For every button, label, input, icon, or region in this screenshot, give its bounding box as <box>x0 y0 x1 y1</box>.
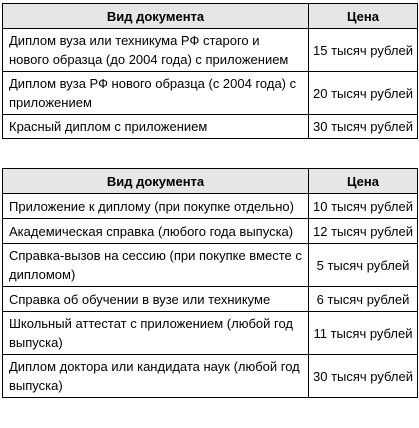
document-cell: Справка об обучении в вузе или техникуме <box>3 287 309 312</box>
document-cell: Диплом доктора или кандидата наук (любой год выпуска) <box>3 355 309 398</box>
document-cell: Академическая справка (любого года выпуска) <box>3 219 309 244</box>
document-cell: Школьный аттестат с приложением (любой год выпуска) <box>3 312 309 355</box>
diploma-price-table <box>2 3 418 139</box>
document-cell: Диплом вуза или техникума РФ старого и нового образца (до 2004 года) с приложением <box>3 29 309 72</box>
column-header-price: Цена <box>309 169 418 194</box>
document-cell: Красный диплом с приложением <box>3 115 309 139</box>
table-header-row <box>3 4 418 29</box>
table-row <box>3 72 418 115</box>
price-cell: 20 тысяч рублей <box>309 72 418 115</box>
table-row <box>3 244 418 287</box>
document-cell: Диплом вуза РФ нового образца (с 2004 года) с приложением <box>3 72 309 115</box>
price-cell: 12 тысяч рублей <box>309 219 418 244</box>
table-row <box>3 287 418 312</box>
price-cell: 5 тысяч рублей <box>309 244 418 287</box>
table-row <box>3 115 418 139</box>
column-header-document: Вид документа <box>3 4 309 29</box>
price-cell: 30 тысяч рублей <box>309 115 418 139</box>
document-cell: Справка-вызов на сессию (при покупке вместе с дипломом) <box>3 244 309 287</box>
table-row <box>3 312 418 355</box>
table-row <box>3 355 418 398</box>
document-cell: Приложение к диплому (при покупке отдельно) <box>3 194 309 219</box>
table-row <box>3 194 418 219</box>
column-header-document: Вид документа <box>3 169 309 194</box>
other-documents-price-table <box>2 168 418 398</box>
price-cell: 11 тысяч рублей <box>309 312 418 355</box>
column-header-price: Цена <box>309 4 418 29</box>
price-cell: 15 тысяч рублей <box>309 29 418 72</box>
table-row <box>3 219 418 244</box>
table-row <box>3 29 418 72</box>
price-cell: 10 тысяч рублей <box>309 194 418 219</box>
table-header-row <box>3 169 418 194</box>
price-cell: 30 тысяч рублей <box>309 355 418 398</box>
price-cell: 6 тысяч рублей <box>309 287 418 312</box>
